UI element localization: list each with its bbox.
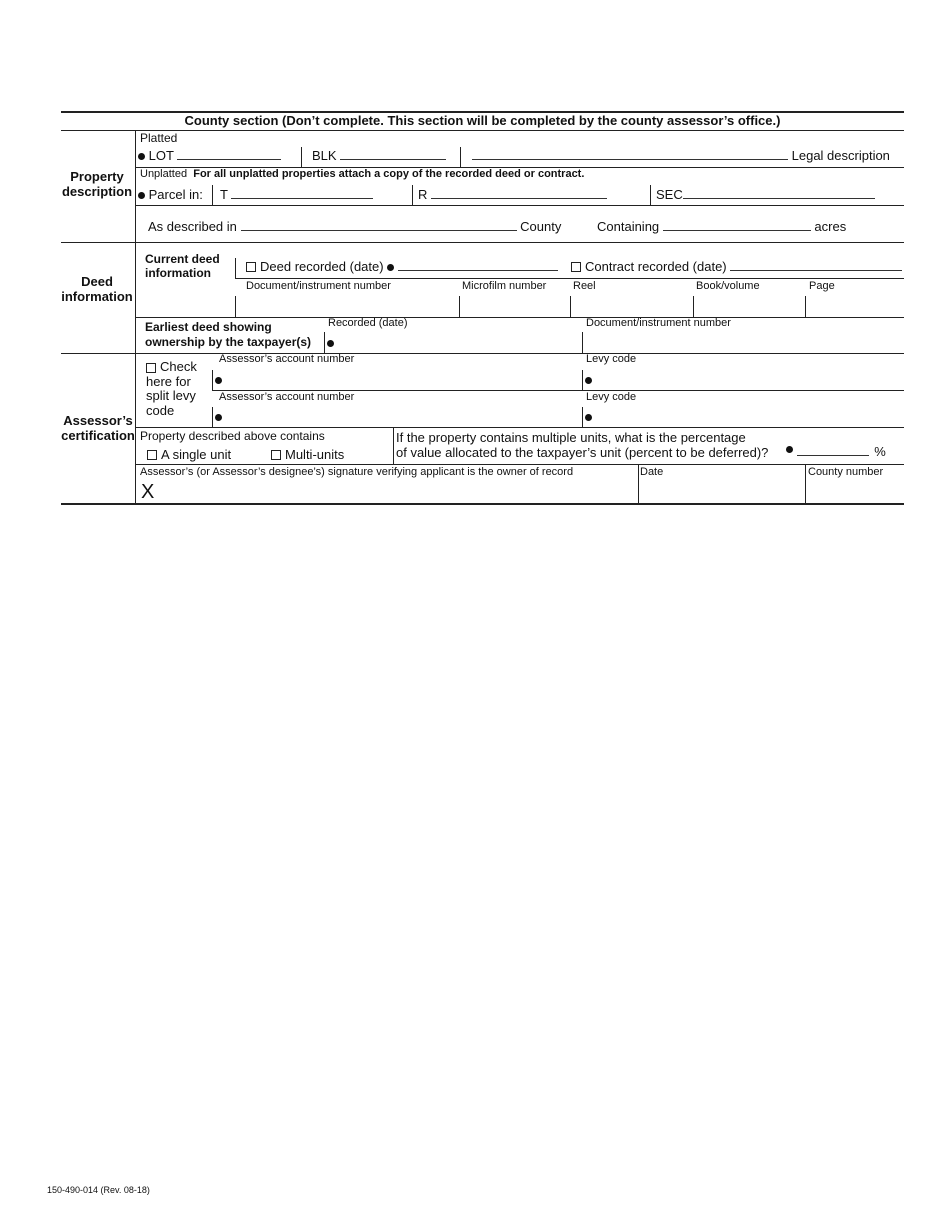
current-deed-bottom-rule [136,317,904,318]
percent-field[interactable] [786,444,886,459]
bullet-icon [138,192,145,199]
township-field[interactable] [220,187,373,202]
date-divider [638,464,639,503]
book-volume-input[interactable] [694,297,804,316]
parcel-bottom-rule [136,205,904,206]
multi-units-label: Multi-units [285,447,345,462]
property-section-label: Property description [61,169,133,199]
single-unit-option[interactable] [147,447,231,462]
bullet-icon [138,153,145,160]
levy-code-2-label: Levy code [586,391,637,403]
percent-label: % [874,444,886,459]
contract-recorded-checkbox[interactable] [571,262,581,272]
bullet-icon [387,264,394,271]
containing-label: Containing [597,219,660,234]
current-deed-rule [235,278,904,279]
section-line [683,187,875,199]
legal-description-line [472,148,788,160]
date-input[interactable] [640,480,803,502]
account-number-1-input[interactable] [214,372,580,389]
date-label: Date [640,466,664,478]
reel-label: Reel [573,280,596,292]
levy-code-1-input[interactable] [584,372,902,389]
earliest-doc-divider [582,332,583,353]
county-number-label: County number [808,466,884,478]
assessor-section-label: Assessor’s certification [61,413,135,443]
account-1-left [212,370,213,390]
acres-line [663,219,811,231]
page-label: Page [809,280,835,292]
deed-recorded-field[interactable] [246,259,558,274]
label-column-rule [135,130,136,504]
bullet-icon [585,377,592,384]
blk-field[interactable] [312,148,446,163]
levy-2-left [582,407,583,427]
lot-label: LOT [148,148,174,163]
microfilm-label: Microfilm number [462,280,547,292]
split-levy-bottom-rule [136,427,904,428]
unplatted-row [140,168,584,180]
deed-recorded-checkbox[interactable] [246,262,256,272]
lot-field[interactable] [138,148,281,163]
microfilm-divider [459,296,460,317]
range-label: R [418,187,428,202]
single-unit-label: A single unit [161,447,232,462]
section-label: SEC [656,187,683,202]
t-r-divider [412,185,413,205]
page-input[interactable] [806,297,903,316]
bullet-icon [786,446,793,453]
current-deed-divider [235,258,236,278]
blk-line [340,148,446,160]
property-section-rule [61,242,904,243]
section-field[interactable] [656,187,875,202]
as-described-line [241,219,517,231]
range-line [431,187,607,199]
multi-units-question-1: If the property contains multiple units, what is the percentage [396,430,746,445]
township-line [231,187,373,199]
multi-units-checkbox[interactable] [271,450,281,460]
signature-label: Assessor’s (or Assessor’s designee’s) signature verifying applicant is the owner of record [140,466,574,478]
deed-section-rule [61,353,904,354]
unplatted-label: Unplatted [140,168,188,180]
containing-field[interactable] [597,219,846,234]
signature-input[interactable] [137,480,636,502]
unplatted-note: For all unplatted properties attach a copy of the recorded deed or contract. [193,168,585,180]
parcel-in-label: Parcel in: [148,187,203,202]
account-number-1-label: Assessor’s account number [219,353,355,365]
multi-units-option[interactable] [271,447,344,462]
parcel-in-label-wrap [138,187,203,202]
form-number: 150-490-014 (Rev. 08-18) [47,1185,150,1195]
earliest-doc-input[interactable] [584,333,902,352]
account-number-2-input[interactable] [214,409,580,426]
levy-code-1-label: Levy code [586,353,637,365]
bullet-icon [327,340,334,347]
acres-label: acres [814,219,847,234]
multi-units-question-2: of value allocated to the taxpayer’s unit (percent to be deferred)? [396,445,769,460]
units-bottom-rule [136,464,904,465]
range-field[interactable] [418,187,607,202]
split-levy-checkbox-wrap[interactable] [146,360,197,418]
legal-description-field[interactable] [472,148,890,163]
contract-recorded-label: Contract recorded (date) [585,259,727,274]
township-label: T [220,187,228,202]
units-question-divider [393,427,394,464]
reel-input[interactable] [571,297,692,316]
split-levy-label: Check here for split levy code [146,359,197,418]
contract-recorded-line [730,259,902,271]
county-number-divider [805,464,806,503]
r-sec-divider [650,185,651,205]
blk-label: BLK [312,148,337,163]
levy-1-left [582,370,583,390]
parcel-t-divider [212,185,213,205]
lot-line [177,148,281,160]
as-described-label: As described in [148,219,237,234]
recorded-date-label: Recorded (date) [328,317,408,329]
property-contains-label: Property described above contains [140,429,325,443]
deed-recorded-label: Deed recorded (date) [260,259,384,274]
county-label: County [520,219,562,234]
single-unit-checkbox[interactable] [147,450,157,460]
table-bottom-rule [61,503,904,505]
current-deed-label: Current deed information [145,252,220,280]
as-described-field[interactable] [148,219,561,234]
percent-line [797,444,869,456]
bullet-icon [215,377,222,384]
bullet-icon [585,414,592,421]
county-number-input[interactable] [807,480,903,502]
deed-recorded-line [398,259,558,271]
book-volume-label: Book/volume [696,280,760,292]
signature-x: X [141,481,155,503]
lot-blk-divider [301,147,302,167]
blk-legal-divider [460,147,461,167]
recorded-date-input[interactable] [326,335,580,352]
account-2-left [212,407,213,427]
levy-code-2-input[interactable] [584,409,902,426]
platted-label: Platted [140,131,178,145]
header-bottom-rule [61,130,904,131]
bullet-icon [215,414,222,421]
split-levy-checkbox[interactable] [146,363,156,373]
county-section-title: County section (Don’t complete. This section will be completed by the county assessor’s office.) [184,113,781,128]
earliest-doc-label: Document/instrument number [586,317,731,329]
deed-section-label: Deed information [61,274,133,304]
doc-number-label: Document/instrument number [246,280,391,292]
contract-recorded-field[interactable] [571,259,902,274]
earliest-deed-label: Earliest deed showing ownership by the taxpayer(s) [145,320,312,349]
doc-number-input[interactable] [236,297,458,316]
earliest-date-divider [324,332,325,353]
legal-description-label: Legal description [791,148,890,163]
account-number-2-label: Assessor’s account number [219,391,355,403]
